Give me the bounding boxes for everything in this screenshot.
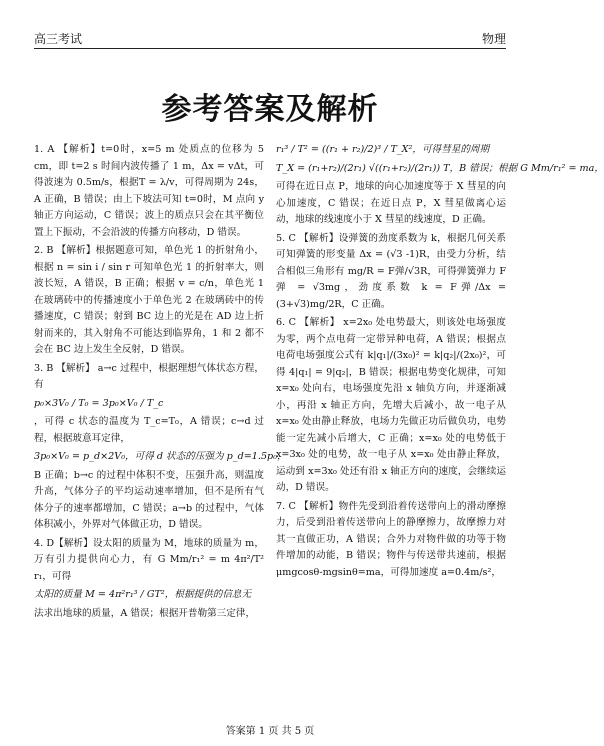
answer-paragraph: 2. B 【解析】根据题意可知，单色光 1 的折射角小，根据 n = sin i / sin r 可知单色光 1 的折射率大，则波长短，A 错误，B 正确；根据 v = c/n，单色光 1 在玻璃砖中的传播速度小于单色光 2 在玻璃砖中的传播速度，C 错误；射到 BC 边上的光是在 AD 边上折射而来的，其入射角不可能达到临界角，1 和 2 都不会在 BC 边上发生全反射，D 错误。: [34, 245, 264, 355]
exam-name: 高三考试: [34, 32, 83, 46]
formula-line: 太阳的质量 M = 4π²r₁³ / GT²，根据提供的信息无: [34, 589, 252, 600]
page-footer: 答案第 1 页 共 5 页: [225, 726, 315, 737]
answer-paragraph: ，可得 c 状态的温度为 T_c=T₀，A 错误；c→d 过程，根据玻意耳定律，: [34, 416, 264, 444]
page-header: [34, 28, 506, 49]
formula-line: p₀×3V₀ / T₀ = 3p₀×V₀ / T_c: [34, 397, 164, 409]
formula-line: 3p₀×V₀ = p_d×2V₀，可得 d 状态的压强为 p_d=1.5p₀，: [34, 451, 287, 462]
page-title: 参考答案及解析: [161, 92, 379, 127]
answer-paragraph: 法求出地球的质量，A 错误；根据开普勒第三定律，: [34, 607, 256, 619]
answer-paragraph: 1. A 【解析】t=0时，x=5 m 处质点的位移为 5 cm，即 t=2 s 时间内波传播了 1 m，Δx = vΔt，可得波速为 0.5m/s，根据T = λ/v，可得周期为 24s，A 正确，B 错误；由上下坡法可知 t=0时，M 点向 y 轴正方向运动，C 错误；波上的质点只会在其平衡位置上下振动，不会沿波的传播方向移动，D 错误。: [34, 144, 264, 238]
answer-paragraph: 可得在近日点 P，地球的向心加速度等于 X 彗星的向心加速度，C 错误；在近日点 P，X 彗星做离心运动，地球的线速度小于 X 彗星的线速度，D 正确。: [276, 181, 506, 225]
answer-paragraph: 4. D【解析】设太阳的质量为 M，地球的质量为 m，万有引力提供向心力，有 G Mm/r₁² = m 4π²/T² r₁，可得: [34, 537, 264, 582]
left-column: [34, 140, 287, 622]
answer-paragraph: B 正确；b→c 的过程中体积不变，压强升高，则温度升高，气体分子的平均运动速率增加，但不是所有气体分子的速率都增加，C 错误；a→b 的过程中，气体体积减小，外界对气体做正功，D 错误。: [34, 469, 264, 530]
subject-name: 物理: [481, 32, 506, 46]
formula-line: T_X = (r₁+r₂)/(2r₁) √((r₁+r₂)/(2r₁)) T，B 错误；根据 G Mm/r₁² = ma，: [276, 162, 604, 174]
answer-paragraph: 7. C 【解析】物件先受到沿着传送带向上的滑动摩擦力，后受到沿着传送带向上的静摩擦力，故摩擦力对其一直做正功，A 错误；合外力对物件做的功等于物件增加的动能，B 错误；物件与传送带共速前，根据 μmgcosθ-mgsinθ=ma，可得加速度 a=0.4m/s²，: [276, 500, 506, 578]
answer-paragraph: 5. C 【解析】设弹簧的劲度系数为 k，根据几何关系可知弹簧的形变量 Δx = (√3 -1)R，由受力分析，结合相似三角形有 mg/R = F弹/√3R，可得弹簧弹力 F弹 = √3mg，劲度系数 k = F弹/Δx = (3+√3)mg/2R，C 正确。: [276, 232, 506, 310]
formula-line: r₁³ / T² = ((r₁ + r₂)/2)³ / T_X²，可得彗星的周期: [276, 144, 490, 155]
answer-paragraph: 6. C 【解析】 x=2x₀ 处电势最大，则该处电场强度为零，两个点电荷一定带异种电荷，A 错误；根据点电荷电场强度公式有 k|q₁|/(3x₀)² = k|q₂|/(2x₀)²，可得 4|q₁| = 9|q₂|，B 错误；根据电势变化规律，可知 x=x₀ 处向右，电场强度先沿 x 轴负方向，并逐渐减小，再沿 x 轴正方向，先增大后减小，故一电子从 x=x₀ 处由静止释放，电场力先做正功后做负功，电势能一定先减小后增大，C 正确；x=x₀ 处的电势低于 x=3x₀ 处的电势，故一电子从 x=x₀ 处由静止释放，运动到 x=3x₀ 处还有沿 x 轴正方向的速度，会继续运动，D 错误。: [276, 317, 506, 493]
right-column: [276, 140, 604, 581]
answer-paragraph: 3. B 【解析】 a→c 过程中，根据理想气体状态方程，有: [34, 362, 264, 390]
